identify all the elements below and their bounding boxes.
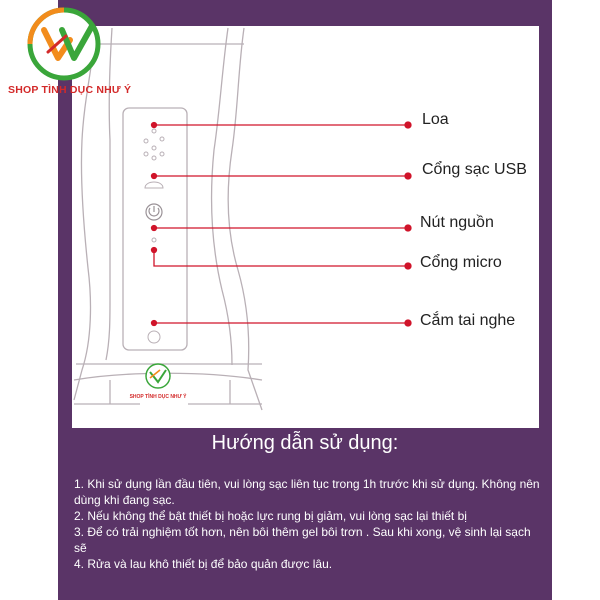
label-mic-port: Cổng micro: [420, 254, 502, 271]
label-usb-port: Cổng sạc USB: [422, 161, 527, 178]
speaker-holes: [144, 129, 164, 160]
instruction-step: 1. Khi sử dụng lần đầu tiên, vui lòng sạc liên tục trong 1h trước khi sử dụng. Không nên dùng khi đang sạc.: [74, 477, 540, 507]
usb-port-shape: [145, 182, 163, 188]
label-power-button: Nút nguồn: [420, 214, 494, 231]
device-inner-right: [212, 28, 232, 365]
instructions-title: Hướng dẫn sử dụng:: [211, 432, 399, 454]
headphone-jack-shape: [148, 331, 160, 343]
callout-line-mic: [154, 250, 408, 266]
svg-text:SHOP TÌNH DỤC NHƯ Ý: SHOP TÌNH DỤC NHƯ Ý: [129, 394, 187, 400]
instruction-step: 4. Rửa và lau khô thiết bị để bảo quản được lâu.: [74, 557, 333, 571]
device-outline-right: [228, 28, 262, 410]
small-logo-badge: [130, 364, 188, 400]
label-headphone-jack: Cắm tai nghe: [420, 312, 516, 329]
label-speaker: Loa: [422, 111, 449, 128]
brand-logo: [0, 0, 130, 100]
power-button-shape: [146, 204, 162, 220]
instructions-body: [74, 476, 544, 572]
brand-name: SHOP TÌNH DỤC NHƯ Ý: [8, 84, 132, 96]
instruction-step: 2. Nếu không thể bật thiết bị hoặc lực rung bị giảm, vui lòng sạc lại thiết bị: [74, 509, 467, 523]
mic-hole: [152, 238, 156, 242]
instruction-step: 3. Để có trải nghiệm tốt hơn, nên bôi thêm gel bôi trơn . Sau khi xong, vệ sinh lại sạch sẽ: [74, 525, 531, 555]
